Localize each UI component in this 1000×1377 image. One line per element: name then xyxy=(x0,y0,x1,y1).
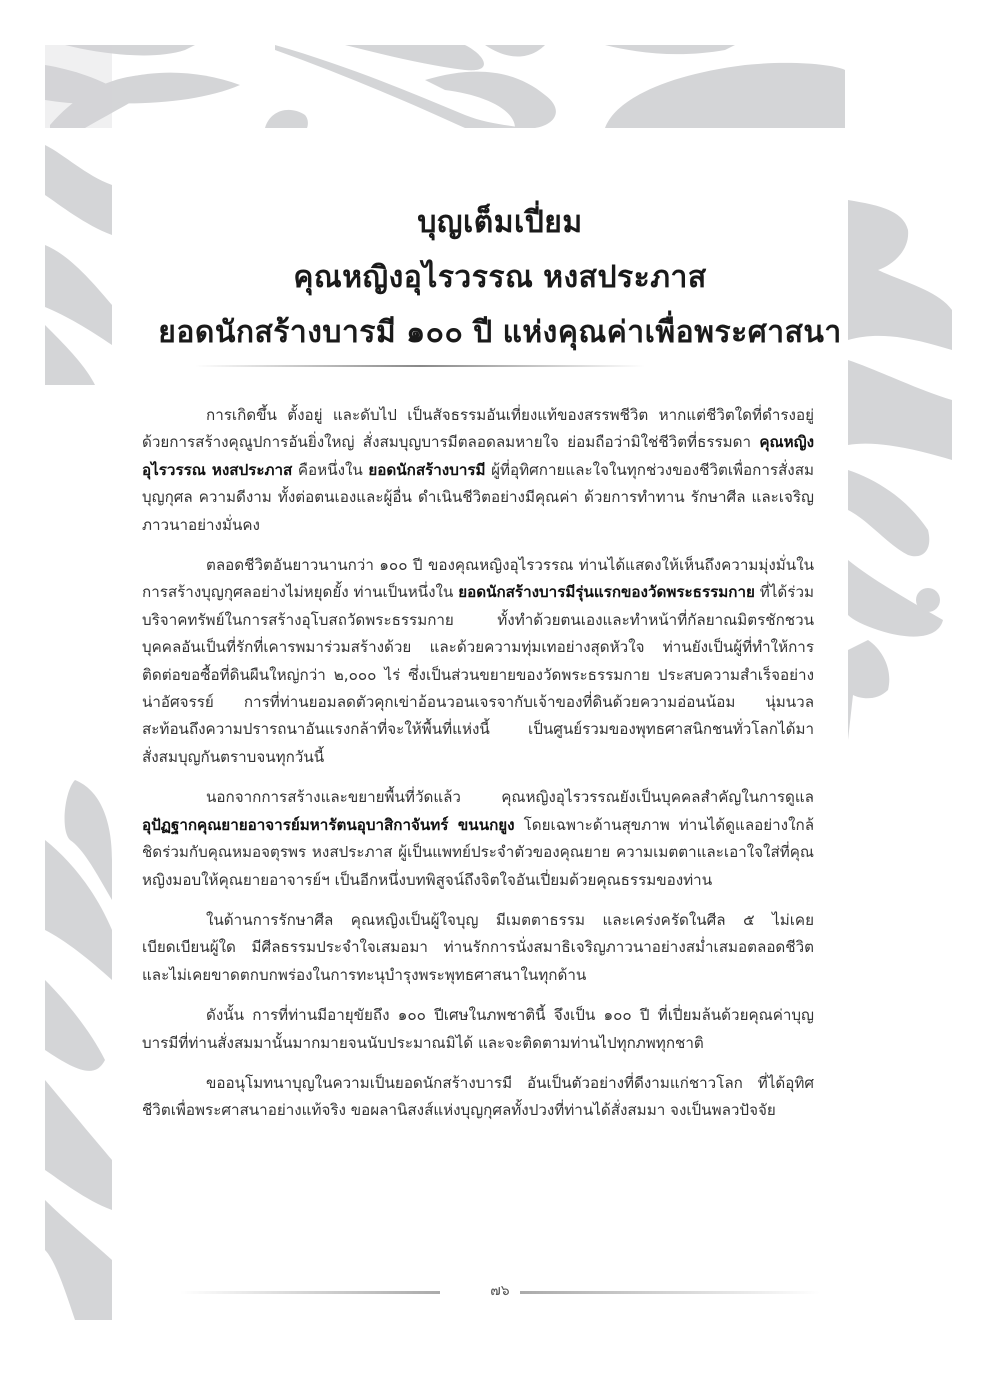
paragraph-text: นอกจากการสร้างและขยายพื้นที่วัดแล้ว คุณหญิงอุไรวรรณยังเป็นบุคคลสำคัญในการดูแล xyxy=(206,788,814,807)
floral-ornament-left-upper xyxy=(45,45,112,385)
paragraph-6 xyxy=(142,1070,814,1125)
paragraph-4 xyxy=(142,907,814,989)
paragraph-text: ตลอดชีวิตอันยาวนานกว่า ๑๐๐ ปี ของคุณหญิงอุไรวรรณ ท่านได้แสดงให้เห็นถึงความมุ่งมั่นในการสร้างบุญกุศลอย่างไม่หยุดยั้ง ท่านเป็นหนึ่งใน xyxy=(142,556,814,602)
paragraph-text: โดยเฉพาะด้านสุขภาพ ท่านได้ดูแลอย่างใกล้ชิดร่วมกับคุณหมอจตุรพร หงสประภาส ผู้เป็นแพทย์ประจำตัวของคุณยาย ความเมตตาและเอาใจใส่ที่คุณหญิงมอบให้คุณยายอาจารย์ฯ เป็นอีกหนึ่งบทพิสูจน์ถึงจิตใจอันเปี่ยมด้วยคุณธรรมของท่าน xyxy=(142,815,815,889)
paragraph-text: ขออนุโมทนาบุญในความเป็นยอดนักสร้างบารมี อันเป็นตัวอย่างที่ดีงามแก่ชาวโลก ที่ได้อุทิศชีวิตเพื่อพระศาสนาอย่างแท้จริง ขอผลานิสงส์แห่งบุญกุศลทั้งปวงที่ท่านได้สั่งสมมา จงเป็นพลวปัจจัย xyxy=(142,1073,814,1120)
footer-divider-left xyxy=(180,1291,440,1294)
article-title xyxy=(110,195,890,360)
bold-phrase: ยอดนักสร้างบารมี xyxy=(368,460,486,479)
floral-flourish-icon xyxy=(45,45,845,128)
paragraph-text: ผู้ที่อุทิศกายและใจในทุกช่วงของชีวิตเพื่อการสั่งสมบุญกุศล ความดีงาม ทั้งต่อตนเองและผู้อื่น ดำเนินชีวิตอย่างมีคุณค่า ด้วยการทำทาน รักษาศีล และเจริญภาวนาอย่างมั่นคง xyxy=(142,460,815,534)
title-line-1: บุญเต็มเปี่ยม xyxy=(417,205,583,240)
floral-ornament-left-lower xyxy=(45,780,112,1320)
paragraph-5 xyxy=(142,1002,814,1057)
bold-name: คุณหญิงอุไรวรรณ หงสประภาส xyxy=(142,433,814,479)
paragraph-text: ที่ได้ร่วมบริจาคทรัพย์ในการสร้างอุโบสถวัดพระธรรมกาย ทั้งทำด้วยตนเองและทำหน้าที่กัลยาณมิตรชักชวนบุคคลอันเป็นที่รักที่เคารพมาร่วมสร้างด้วย และด้วยความทุ่มเทอย่างสุดหัวใจ ท่านยังเป็นผู้ที่ทำให้การติดต่อขอซื้อที่ดินผืนใหญ่กว่า ๒,๐๐๐ ไร่ ซึ่งเป็นส่วนขยายของวัดพระธรรมกาย ประสบความสำเร็จอย่างน่าอัศจรรย์ การที่ท่านยอมลดตัวคุกเข่าอ้อนวอนเจรจากับเจ้าของที่ดินด้วยความอ่อนน้อม นุ่มนวล สะท้อนถึงความปรารถนาอันแรงกล้าที่จะให้พื้นที่แห่งนี้ เป็นศูนย์รวมของพุทธศาสนิกชนทั่วโลกได้มาสั่งสมบุญกันตราบจนทุกวันนี้ xyxy=(142,583,814,766)
paragraph-text: การเกิดขึ้น ตั้งอยู่ และดับไป เป็นสัจธรรมอันเที่ยงแท้ของสรรพชีวิต หากแต่ชีวิตใดที่ดำรงอยู่ด้วยการสร้างคุณูปการอันยิ่งใหญ่ สั่งสมบุญบารมีตลอดลมหายใจ ย่อมถือว่ามิใช่ชีวิตที่ธรรมดา xyxy=(142,406,814,452)
paragraph-1 xyxy=(142,402,814,539)
title-line-2: คุณหญิงอุไรวรรณ หงสประภาส xyxy=(293,260,707,295)
title-line-3: ยอดนักสร้างบารมี ๑๐๐ ปี แห่งคุณค่าเพื่อพระศาสนา xyxy=(158,315,842,350)
floral-ornament-top xyxy=(45,45,845,128)
floral-flourish-icon xyxy=(45,45,112,385)
paragraph-2 xyxy=(142,552,814,771)
bold-phrase: ยอดนักสร้างบารมีรุ่นแรกของวัดพระธรรมกาย xyxy=(458,583,755,602)
footer-divider-right xyxy=(520,1291,820,1294)
article-body xyxy=(142,402,814,1138)
page-number: ๗๖ xyxy=(490,1283,510,1299)
paragraph-text: ดังนั้น การที่ท่านมีอายุขัยถึง ๑๐๐ ปีเศษในภพชาตินี้ จึงเป็น ๑๐๐ ปี ที่เปี่ยมล้นด้วยคุณค่าบุญบารมีที่ท่านสั่งสมมานั้นมากมายจนนับประมาณมิได้ และจะติดตามท่านไปทุกภพทุกชาติ xyxy=(142,1006,814,1052)
title-divider xyxy=(195,365,645,367)
paragraph-text: คือหนึ่งใน xyxy=(292,460,369,479)
bold-name: อุปัฏฐากคุณยายอาจารย์มหารัตนอุบาสิกาจันทร์ ขนนกยูง xyxy=(142,815,515,834)
page-footer xyxy=(0,1280,1000,1304)
paragraph-text: ในด้านการรักษาศีล คุณหญิงเป็นผู้ใจบุญ มีเมตตาธรรม และเคร่งครัดในศีล ๕ ไม่เคยเบียดเบียนผู้ใด มีศีลธรรมประจำใจเสมอมา ท่านรักการนั่งสมาธิเจริญภาวนาอย่างสม่ำเสมอตลอดชีวิต และไม่เคยขาดตกบกพร่องในการทะนุบำรุงพระพุทธศาสนาในทุกด้าน xyxy=(142,910,814,984)
floral-flourish-icon xyxy=(45,780,112,1320)
paragraph-3 xyxy=(142,784,814,894)
